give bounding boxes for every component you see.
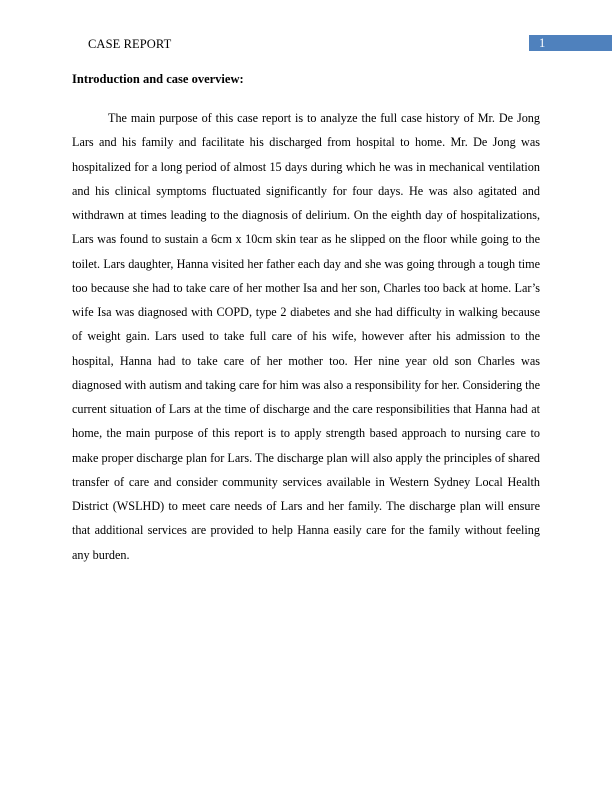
page-number-badge [529, 35, 612, 51]
page-number: 1 [539, 36, 546, 50]
body-paragraph: The main purpose of this case report is to analyze the full case history of Mr. De Jong Lars and his family and facilitate his discharged from hospital to home. Mr. De Jong was hospitalized for a long period of almost 15 days during which he was in mechanical ventilation and his clinical symptoms fluctuated significantly for four days. He was also agitated and withdrawn at times leading to the diagnosis of delirium. On the eighth day of hospitalizations, Lars was found to sustain a 6cm x 10cm skin tear as he slipped on the floor while going to the toilet. Lars daughter, Hanna visited her father each day and she was going through a tough time too because she had to take care of her mother Isa and her son, Charles too back at home. Lar’s wife Isa was diagnosed with COPD, type 2 diabetes and she had difficulty in walking because of weight gain. Lars used to take full care of his wife, however after his admission to the hospital, Hanna had to take care of her mother too. Her nine year old son Charles was diagnosed with autism and taking care for him was also a responsibility for her. Considering the current situation of Lars at the time of discharge and the care responsibilities that Hanna had at home, the main purpose of this report is to apply strength based approach to nursing care to make proper discharge plan for Lars. The discharge plan will also apply the principles of shared transfer of care and consider community services available in Western Sydney Local Health District (WSLHD) to meet care needs of Lars and her family. The discharge plan will ensure that additional services are provided to help Hanna easily care for the family without feeling any burden. [72, 111, 540, 562]
running-header-title: CASE REPORT [88, 37, 172, 51]
section-heading: Introduction and case overview: [72, 72, 244, 86]
